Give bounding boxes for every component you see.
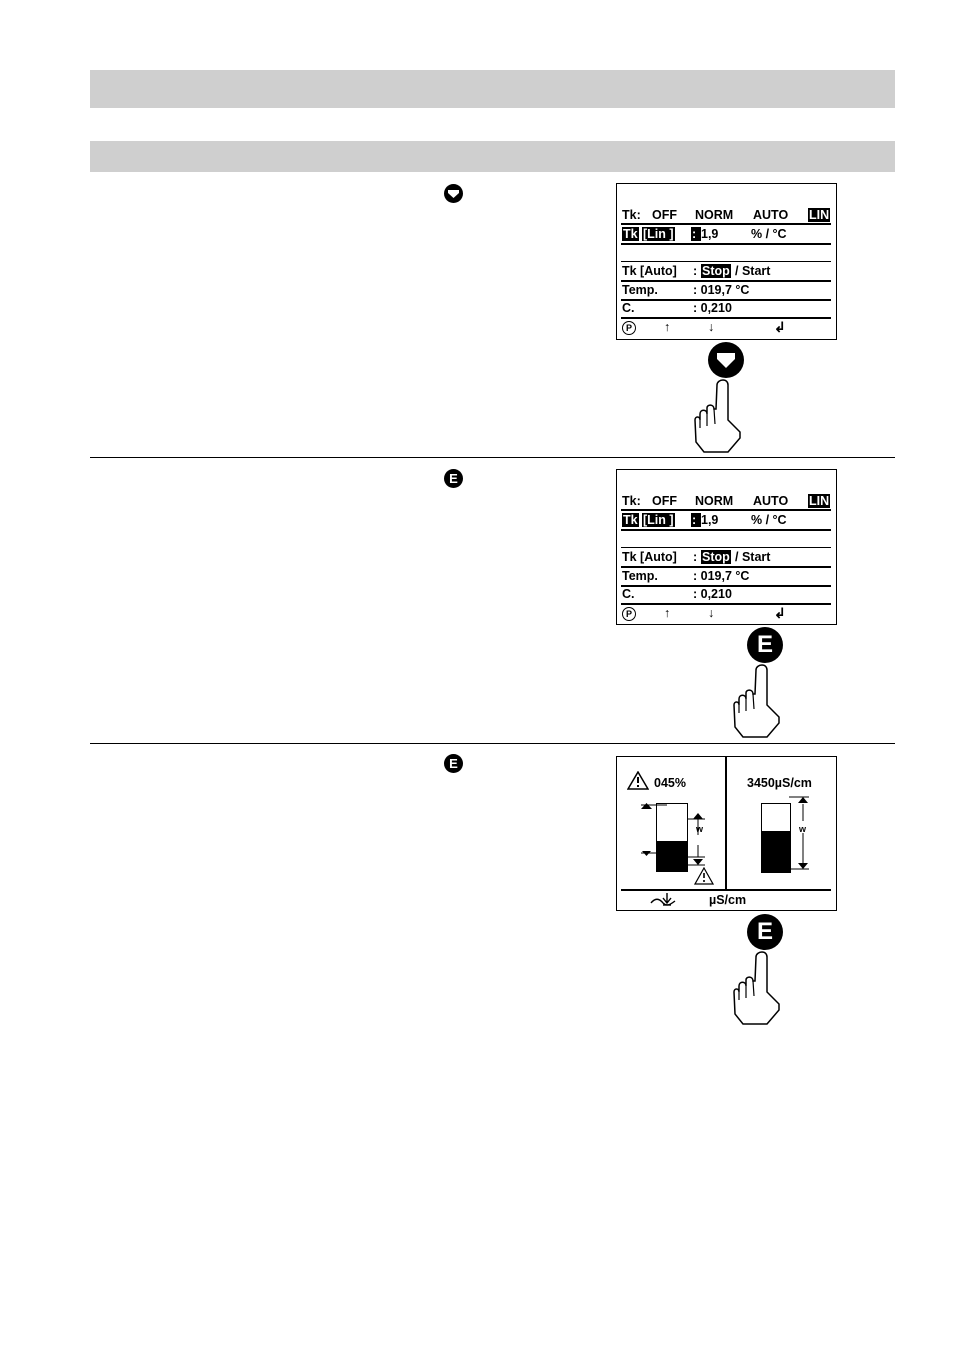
display-screen-step3 [616,756,837,911]
tk-auto-stop-selected: Stop [702,550,730,564]
pressing-finger-icon [690,376,746,454]
tk-mode-label: Tk: [622,208,641,222]
down-arrow-key-icon [444,184,463,203]
e-key-icon: E [747,627,783,663]
tk-mode-norm: NORM [695,494,734,508]
temp-value: : 019,7 °C [693,283,750,297]
tk-lin-label: Tk [623,513,638,527]
tk-auto-colon: : [693,550,698,564]
tk-lin-value: 1,9 [701,513,719,527]
tk-lin-value: 1,9 [701,227,719,241]
e-key-icon: E [747,914,783,950]
tk-mode-off: OFF [652,208,677,222]
temp-value: : 019,7 °C [693,569,750,583]
right-bargraph-fill [762,831,790,872]
down-arrow-icon: ↓ [708,320,715,334]
tk-auto-colon: : [693,264,698,278]
row-underline [621,529,831,531]
tk-mode-off: OFF [652,494,677,508]
tk-lin-bracket: [Lin ] [643,227,674,241]
tk-lin-bracket: [Lin ] [643,513,674,527]
up-arrow-icon: ↑ [664,606,671,620]
tk-auto-start: / Start [735,550,771,564]
tk-auto-stop-selected: Stop [702,264,730,278]
enter-icon: ↲ [774,605,786,621]
wave-measurement-icon [649,892,677,908]
right-w-label: w [799,824,807,834]
row-underline [621,243,831,245]
e-key-icon: E [444,469,463,488]
tk-lin-colon: : [691,513,701,527]
down-arrow-key-icon [708,342,744,378]
temp-label: Temp. [622,569,658,583]
tk-lin-colon: : [691,227,701,241]
tk-lin-unit: % / °C [751,513,787,527]
temp-label: Temp. [622,283,658,297]
c-value: : 0,210 [693,587,732,601]
pressing-finger-icon [729,948,785,1026]
footer-separator [621,889,831,891]
row-underline [621,547,831,548]
tk-lin-label: Tk [623,227,638,241]
tk-mode-lin-selected: LIN [809,208,830,222]
row-underline [621,261,831,262]
tk-auto-start: / Start [735,264,771,278]
tk-mode-lin-selected: LIN [809,494,830,508]
right-bargraph [761,803,791,873]
footer-unit: µS/cm [709,893,747,907]
tk-mode-auto: AUTO [753,208,789,222]
enter-icon: ↲ [774,319,786,335]
row-underline [621,603,831,605]
left-w-label: w [696,824,704,834]
display-screen-step1 [616,183,837,340]
row-underline [621,509,831,511]
tk-mode-auto: AUTO [753,494,789,508]
pressing-finger-icon [729,661,785,739]
e-key-icon: E [444,754,463,773]
tk-auto-label: Tk [Auto] [622,550,677,564]
c-value: : 0,210 [693,301,732,315]
tk-mode-norm: NORM [695,208,734,222]
row-underline [621,223,831,225]
tk-lin-unit: % / °C [751,227,787,241]
c-label: C. [622,587,635,601]
left-bargraph-value: 045% [654,776,686,790]
section-header-bar [90,70,895,108]
row-underline [621,280,831,282]
display-screen-step2 [616,469,837,625]
right-bargraph-value: 3450µS/cm [747,776,812,790]
subsection-header-bar [90,141,895,172]
step-divider [90,457,895,458]
up-arrow-icon: ↑ [664,320,671,334]
c-label: C. [622,301,635,315]
panel-separator [725,757,727,889]
p-key-icon: P [622,321,636,335]
step-divider [90,743,895,744]
p-key-icon: P [622,607,636,621]
warning-icon [694,867,714,885]
tk-auto-label: Tk [Auto] [622,264,677,278]
tk-mode-label: Tk: [622,494,641,508]
row-underline [621,566,831,568]
down-arrow-icon: ↓ [708,606,715,620]
warning-icon [627,771,649,790]
row-underline [621,317,831,319]
